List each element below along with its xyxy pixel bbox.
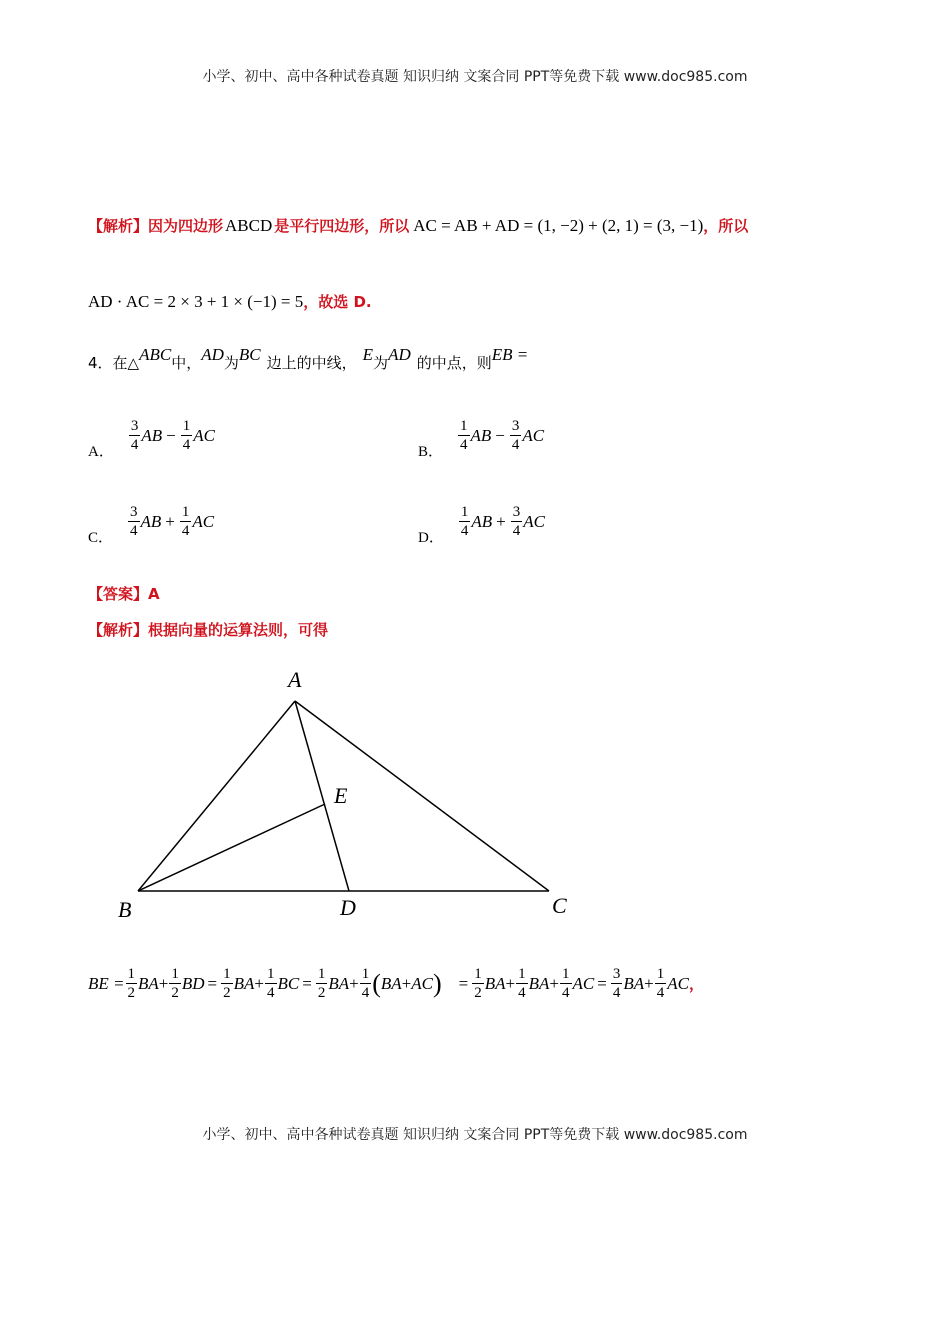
vector: BD: [181, 973, 205, 993]
operator: +: [158, 973, 169, 993]
paren: (: [372, 968, 381, 998]
side-ab: [138, 701, 295, 891]
question-4: [88, 344, 529, 373]
triangle-name: ABC: [139, 344, 172, 364]
analysis-text: 根据向量的运算法则，可得: [148, 621, 329, 639]
question-text: 中，: [171, 354, 202, 372]
conclusion-text: ，故选 D.: [303, 293, 372, 311]
page-header: 小学、初中、高中各种试卷真题 知识归纳 文案合同 PPT等免费下载 www.doc985.com: [202, 69, 748, 85]
operator: −: [495, 425, 505, 445]
operator: =: [458, 973, 469, 993]
option-c[interactable]: [88, 496, 214, 547]
prev-solution-line1: [88, 215, 748, 236]
vector: BA: [623, 973, 645, 993]
analysis-tag: 【解析】: [88, 217, 149, 235]
vector: AC: [411, 973, 433, 993]
segment-bc: BC: [238, 344, 261, 364]
operator: =: [597, 973, 607, 993]
vector: BA: [380, 973, 402, 993]
label-c: C: [552, 893, 567, 918]
segment-be: [138, 804, 325, 891]
operator: =: [302, 973, 312, 993]
fraction: $\frac{1}{2}$: [127, 966, 135, 1001]
segment-ad: AD: [201, 344, 224, 364]
option-label: C．: [88, 530, 114, 546]
fraction: $\frac{1}{4}$: [656, 966, 665, 1001]
fraction: $\frac{1}{2}$: [317, 966, 326, 1001]
vector: BA: [138, 973, 159, 993]
label-a: A: [288, 667, 302, 692]
vector-eb: EB =: [491, 344, 529, 364]
operator: +: [644, 973, 654, 993]
fraction: $\frac{3}{4}$: [130, 504, 138, 539]
operator: +: [401, 973, 412, 993]
operator: +: [165, 511, 175, 531]
analysis-line: [88, 619, 328, 640]
page-footer: 小学、初中、高中各种试卷真题 知识归纳 文案合同 PPT等免费下载 www.doc985.com: [202, 1127, 748, 1143]
operator: +: [549, 973, 560, 993]
vector: AB: [470, 425, 492, 445]
label-b: B: [118, 897, 132, 922]
operator: +: [496, 511, 506, 531]
option-b[interactable]: [418, 410, 544, 461]
vector-formula: AC = AB + AD = (1, −2) + (2, 1) = (3, −1): [413, 215, 704, 235]
triangle-figure: [110, 665, 580, 925]
analysis-tag: 【解析】: [88, 621, 149, 639]
vector: AB: [141, 425, 163, 445]
vector: AB: [140, 511, 162, 531]
analysis-text: ，所以: [703, 217, 749, 235]
vector: AC: [522, 425, 545, 445]
vector: AC: [523, 511, 545, 531]
option-a[interactable]: [88, 410, 215, 461]
operator: =: [207, 973, 218, 993]
derivation-line: [88, 965, 704, 1002]
answer-line: [88, 583, 160, 604]
fraction: $\frac{1}{2}$: [171, 966, 179, 1001]
segment-ad: AD: [388, 344, 411, 364]
fraction: $\frac{3}{4}$: [612, 966, 621, 1001]
fraction: $\frac{1}{4}$: [267, 966, 275, 1001]
analysis-text: 是平行四边形，所以: [274, 217, 410, 235]
fraction: $\frac{3}{4}$: [130, 418, 139, 453]
vector: AB: [471, 511, 493, 531]
quad-name: ABCD: [225, 215, 273, 235]
vector: BC: [277, 973, 300, 993]
vector: BA: [528, 973, 550, 993]
fraction: $\frac{1}{4}$: [460, 504, 469, 539]
vector: BA: [484, 973, 506, 993]
question-text: 的中点，则: [416, 354, 492, 372]
fraction: $\frac{3}{4}$: [511, 418, 520, 453]
fraction: $\frac{1}{4}$: [361, 966, 370, 1001]
operator: +: [254, 973, 265, 993]
dot-product-formula: AD · AC = 2 × 3 + 1 × (−1) = 5: [88, 291, 304, 311]
operator: +: [505, 973, 516, 993]
paren: ): [433, 968, 442, 998]
vector: AC: [572, 973, 595, 993]
option-label: B．: [418, 444, 444, 460]
answer-value: A: [148, 584, 160, 603]
fraction: $\frac{1}{4}$: [562, 966, 570, 1001]
analysis-text: 因为四边形: [148, 217, 224, 235]
fraction: $\frac{3}{4}$: [512, 504, 521, 539]
point-e: E: [362, 344, 374, 364]
fraction: $\frac{1}{4}$: [181, 504, 190, 539]
fraction: $\frac{1}{2}$: [223, 966, 231, 1001]
label-d: D: [340, 895, 356, 920]
option-label: D．: [418, 530, 444, 546]
question-text: 为: [373, 354, 389, 372]
fraction: $\frac{1}{2}$: [474, 966, 482, 1001]
fraction: $\frac{1}{4}$: [460, 418, 468, 453]
lhs: BE =: [88, 973, 125, 993]
question-text: 为: [223, 354, 239, 372]
answer-tag: 【答案】: [88, 585, 149, 603]
operator: +: [349, 973, 359, 993]
fraction: $\frac{1}{4}$: [182, 418, 191, 453]
comma: ，: [688, 975, 704, 993]
vector: BA: [328, 973, 350, 993]
vector: AC: [192, 511, 215, 531]
vector: BA: [233, 973, 255, 993]
vector: AC: [193, 425, 215, 445]
question-number: 4．在△: [88, 354, 140, 372]
operator: −: [166, 425, 176, 445]
prev-solution-line2: [88, 291, 372, 312]
option-d[interactable]: [418, 496, 545, 547]
vector: AC: [667, 973, 689, 993]
label-e: E: [334, 783, 348, 808]
option-label: A．: [88, 444, 114, 460]
question-text: 边上的中线，: [266, 354, 357, 372]
fraction: $\frac{1}{4}$: [518, 966, 526, 1001]
